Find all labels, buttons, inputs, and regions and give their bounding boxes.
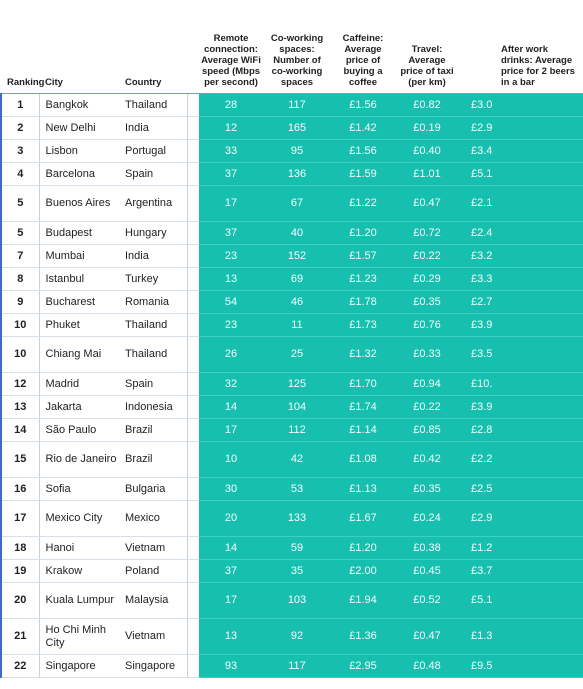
coffee-price-cell: £1.74 <box>331 396 395 419</box>
table-row <box>1 537 583 560</box>
coffee-price-cell: £1.08 <box>331 442 395 478</box>
taxi-price-cell: £0.35 <box>395 291 459 314</box>
coffee-price-cell: £1.36 <box>331 619 395 655</box>
city-cell: Madrid <box>39 373 119 396</box>
taxi-price-cell: £0.82 <box>395 94 459 117</box>
header-beers: After work drinks: Average price for 2 beers in a bar <box>459 0 583 94</box>
coworking-cell: 53 <box>263 478 331 501</box>
table-row <box>1 373 583 396</box>
taxi-price-cell: £0.22 <box>395 396 459 419</box>
rank-cell: 7 <box>1 245 39 268</box>
country-cell: Thailand <box>119 94 187 117</box>
table-row <box>1 186 583 222</box>
spacer-cell <box>187 419 199 442</box>
spacer-cell <box>187 478 199 501</box>
country-cell: Mexico <box>119 501 187 537</box>
country-cell: Spain <box>119 373 187 396</box>
coworking-cell: 42 <box>263 442 331 478</box>
coffee-price-cell: £1.78 <box>331 291 395 314</box>
coffee-price-cell: £1.56 <box>331 94 395 117</box>
coworking-cell: 133 <box>263 501 331 537</box>
country-cell: Romania <box>119 291 187 314</box>
wifi-cell: 17 <box>199 186 263 222</box>
country-cell: Portugal <box>119 140 187 163</box>
rank-cell: 1 <box>1 94 39 117</box>
table-row <box>1 337 583 373</box>
city-cell: Mumbai <box>39 245 119 268</box>
beer-price-cell: £3.3 <box>459 268 583 291</box>
header-wifi: Remote connection: Average WiFi speed (Mbps per second) <box>199 0 263 94</box>
country-cell: Malaysia <box>119 583 187 619</box>
city-cell: Bangkok <box>39 94 119 117</box>
wifi-cell: 23 <box>199 314 263 337</box>
spacer-cell <box>187 268 199 291</box>
rank-cell: 13 <box>1 396 39 419</box>
wifi-cell: 14 <box>199 396 263 419</box>
spacer-cell <box>187 560 199 583</box>
coworking-cell: 125 <box>263 373 331 396</box>
rank-cell: 17 <box>1 501 39 537</box>
country-cell: Brazil <box>119 442 187 478</box>
wifi-cell: 37 <box>199 560 263 583</box>
spacer-cell <box>187 655 199 678</box>
taxi-price-cell: £0.19 <box>395 117 459 140</box>
rank-cell: 21 <box>1 619 39 655</box>
rank-cell: 4 <box>1 163 39 186</box>
wifi-cell: 26 <box>199 337 263 373</box>
taxi-price-cell: £0.33 <box>395 337 459 373</box>
wifi-cell: 23 <box>199 245 263 268</box>
city-cell: Barcelona <box>39 163 119 186</box>
table-row <box>1 619 583 655</box>
city-cell: Rio de Janeiro <box>39 442 119 478</box>
taxi-price-cell: £0.47 <box>395 619 459 655</box>
coworking-cell: 152 <box>263 245 331 268</box>
table-body <box>1 94 583 678</box>
spacer-cell <box>187 117 199 140</box>
country-cell: Spain <box>119 163 187 186</box>
table-row <box>1 291 583 314</box>
taxi-price-cell: £0.38 <box>395 537 459 560</box>
country-cell: Vietnam <box>119 537 187 560</box>
coffee-price-cell: £1.32 <box>331 337 395 373</box>
country-cell: Indonesia <box>119 396 187 419</box>
beer-price-cell: £3.7 <box>459 560 583 583</box>
country-cell: Turkey <box>119 268 187 291</box>
wifi-cell: 14 <box>199 537 263 560</box>
spacer-cell <box>187 583 199 619</box>
coworking-cell: 104 <box>263 396 331 419</box>
coffee-price-cell: £1.94 <box>331 583 395 619</box>
rank-cell: 20 <box>1 583 39 619</box>
wifi-cell: 93 <box>199 655 263 678</box>
beer-price-cell: £3.4 <box>459 140 583 163</box>
taxi-price-cell: £1.01 <box>395 163 459 186</box>
spacer-cell <box>187 314 199 337</box>
spacer-cell <box>187 163 199 186</box>
city-cell: Budapest <box>39 222 119 245</box>
city-cell: Hanoi <box>39 537 119 560</box>
city-cell: Chiang Mai <box>39 337 119 373</box>
header-coworking: Co-working spaces: Number of co-working spaces <box>263 0 331 94</box>
beer-price-cell: £3.2 <box>459 245 583 268</box>
rank-cell: 2 <box>1 117 39 140</box>
taxi-price-cell: £0.48 <box>395 655 459 678</box>
rank-cell: 9 <box>1 291 39 314</box>
coworking-cell: 35 <box>263 560 331 583</box>
coworking-cell: 11 <box>263 314 331 337</box>
city-cell: Istanbul <box>39 268 119 291</box>
city-cell: Krakow <box>39 560 119 583</box>
coffee-price-cell: £1.23 <box>331 268 395 291</box>
spacer-cell <box>187 245 199 268</box>
coffee-price-cell: £1.22 <box>331 186 395 222</box>
country-cell: Singapore <box>119 655 187 678</box>
city-cell: Ho Chi Minh City <box>39 619 119 655</box>
header-taxi: Travel: Average price of taxi (per km) <box>395 0 459 94</box>
taxi-price-cell: £0.47 <box>395 186 459 222</box>
spacer-cell <box>187 396 199 419</box>
coffee-price-cell: £1.20 <box>331 537 395 560</box>
spacer-cell <box>187 619 199 655</box>
table-row <box>1 419 583 442</box>
taxi-price-cell: £0.76 <box>395 314 459 337</box>
rank-cell: 19 <box>1 560 39 583</box>
coffee-price-cell: £1.56 <box>331 140 395 163</box>
coffee-price-cell: £1.59 <box>331 163 395 186</box>
beer-price-cell: £10. <box>459 373 583 396</box>
coffee-price-cell: £1.20 <box>331 222 395 245</box>
rank-cell: 14 <box>1 419 39 442</box>
wifi-cell: 13 <box>199 619 263 655</box>
table-row <box>1 396 583 419</box>
rank-cell: 15 <box>1 442 39 478</box>
table-row <box>1 140 583 163</box>
rank-cell: 3 <box>1 140 39 163</box>
wifi-cell: 32 <box>199 373 263 396</box>
coworking-cell: 103 <box>263 583 331 619</box>
coworking-cell: 40 <box>263 222 331 245</box>
coworking-cell: 59 <box>263 537 331 560</box>
coworking-cell: 117 <box>263 94 331 117</box>
city-cell: Phuket <box>39 314 119 337</box>
city-cell: Kuala Lumpur <box>39 583 119 619</box>
country-cell: Thailand <box>119 337 187 373</box>
beer-price-cell: £3.9 <box>459 396 583 419</box>
table-row <box>1 501 583 537</box>
rank-cell: 8 <box>1 268 39 291</box>
city-cell: Lisbon <box>39 140 119 163</box>
beer-price-cell: £2.9 <box>459 501 583 537</box>
spacer-cell <box>187 222 199 245</box>
coworking-cell: 25 <box>263 337 331 373</box>
table-row <box>1 268 583 291</box>
coffee-price-cell: £1.13 <box>331 478 395 501</box>
rank-cell: 5 <box>1 186 39 222</box>
table-row <box>1 442 583 478</box>
table-row <box>1 245 583 268</box>
beer-price-cell: £3.9 <box>459 314 583 337</box>
header-country: Country <box>119 0 187 94</box>
coffee-price-cell: £1.67 <box>331 501 395 537</box>
beer-price-cell: £2.8 <box>459 419 583 442</box>
wifi-cell: 54 <box>199 291 263 314</box>
city-cell: São Paulo <box>39 419 119 442</box>
beer-price-cell: £2.9 <box>459 117 583 140</box>
table-row <box>1 314 583 337</box>
table-row <box>1 478 583 501</box>
table-row <box>1 655 583 678</box>
taxi-price-cell: £0.72 <box>395 222 459 245</box>
taxi-price-cell: £0.45 <box>395 560 459 583</box>
city-cell: Buenos Aires <box>39 186 119 222</box>
coworking-cell: 136 <box>263 163 331 186</box>
beer-price-cell: £3.0 <box>459 94 583 117</box>
country-cell: Thailand <box>119 314 187 337</box>
city-cell: Mexico City <box>39 501 119 537</box>
coworking-cell: 165 <box>263 117 331 140</box>
wifi-cell: 33 <box>199 140 263 163</box>
table-row <box>1 583 583 619</box>
table-row <box>1 560 583 583</box>
wifi-cell: 28 <box>199 94 263 117</box>
coffee-price-cell: £1.14 <box>331 419 395 442</box>
wifi-cell: 17 <box>199 419 263 442</box>
taxi-price-cell: £0.29 <box>395 268 459 291</box>
taxi-price-cell: £0.35 <box>395 478 459 501</box>
city-cell: New Delhi <box>39 117 119 140</box>
beer-price-cell: £1.3 <box>459 619 583 655</box>
country-cell: Vietnam <box>119 619 187 655</box>
coworking-cell: 67 <box>263 186 331 222</box>
country-cell: Argentina <box>119 186 187 222</box>
beer-price-cell: £5.1 <box>459 583 583 619</box>
spacer-cell <box>187 291 199 314</box>
coffee-price-cell: £1.57 <box>331 245 395 268</box>
rank-cell: 16 <box>1 478 39 501</box>
wifi-cell: 20 <box>199 501 263 537</box>
country-cell: Poland <box>119 560 187 583</box>
coworking-cell: 117 <box>263 655 331 678</box>
wifi-cell: 30 <box>199 478 263 501</box>
wifi-cell: 12 <box>199 117 263 140</box>
city-cell: Singapore <box>39 655 119 678</box>
header-caffeine: Caffeine: Average price of buying a coffee <box>331 0 395 94</box>
taxi-price-cell: £0.85 <box>395 419 459 442</box>
wifi-cell: 17 <box>199 583 263 619</box>
country-cell: Bulgaria <box>119 478 187 501</box>
table-row <box>1 222 583 245</box>
coworking-cell: 95 <box>263 140 331 163</box>
city-cell: Bucharest <box>39 291 119 314</box>
table-row <box>1 94 583 117</box>
spacer-cell <box>187 140 199 163</box>
beer-price-cell: £2.7 <box>459 291 583 314</box>
coffee-price-cell: £1.70 <box>331 373 395 396</box>
wifi-cell: 37 <box>199 222 263 245</box>
coworking-cell: 46 <box>263 291 331 314</box>
rank-cell: 22 <box>1 655 39 678</box>
spacer-cell <box>187 442 199 478</box>
header-spacer <box>187 0 199 94</box>
rank-cell: 5 <box>1 222 39 245</box>
table-row <box>1 117 583 140</box>
spacer-cell <box>187 537 199 560</box>
city-cell: Sofia <box>39 478 119 501</box>
beer-price-cell: £5.1 <box>459 163 583 186</box>
coffee-price-cell: £2.95 <box>331 655 395 678</box>
spacer-cell <box>187 337 199 373</box>
table-row <box>1 163 583 186</box>
rank-cell: 12 <box>1 373 39 396</box>
country-cell: India <box>119 245 187 268</box>
rank-cell: 10 <box>1 337 39 373</box>
spacer-cell <box>187 373 199 396</box>
wifi-cell: 37 <box>199 163 263 186</box>
country-cell: Hungary <box>119 222 187 245</box>
wifi-cell: 10 <box>199 442 263 478</box>
coffee-price-cell: £1.73 <box>331 314 395 337</box>
rank-cell: 18 <box>1 537 39 560</box>
coffee-price-cell: £1.42 <box>331 117 395 140</box>
beer-price-cell: £2.4 <box>459 222 583 245</box>
beer-price-cell: £2.5 <box>459 478 583 501</box>
coffee-price-cell: £2.00 <box>331 560 395 583</box>
country-cell: India <box>119 117 187 140</box>
taxi-price-cell: £0.42 <box>395 442 459 478</box>
header-city: City <box>39 0 119 94</box>
beer-price-cell: £3.5 <box>459 337 583 373</box>
beer-price-cell: £1.2 <box>459 537 583 560</box>
taxi-price-cell: £0.52 <box>395 583 459 619</box>
rank-cell: 10 <box>1 314 39 337</box>
taxi-price-cell: £0.40 <box>395 140 459 163</box>
beer-price-cell: £9.5 <box>459 655 583 678</box>
beer-price-cell: £2.1 <box>459 186 583 222</box>
beer-price-cell: £2.2 <box>459 442 583 478</box>
city-cell: Jakarta <box>39 396 119 419</box>
wifi-cell: 13 <box>199 268 263 291</box>
spacer-cell <box>187 501 199 537</box>
coworking-cell: 112 <box>263 419 331 442</box>
coworking-cell: 92 <box>263 619 331 655</box>
table-header <box>1 0 583 94</box>
country-cell: Brazil <box>119 419 187 442</box>
taxi-price-cell: £0.22 <box>395 245 459 268</box>
coworking-cell: 69 <box>263 268 331 291</box>
taxi-price-cell: £0.24 <box>395 501 459 537</box>
taxi-price-cell: £0.94 <box>395 373 459 396</box>
header-ranking: Ranking <box>1 0 39 94</box>
spacer-cell <box>187 94 199 117</box>
spacer-cell <box>187 186 199 222</box>
